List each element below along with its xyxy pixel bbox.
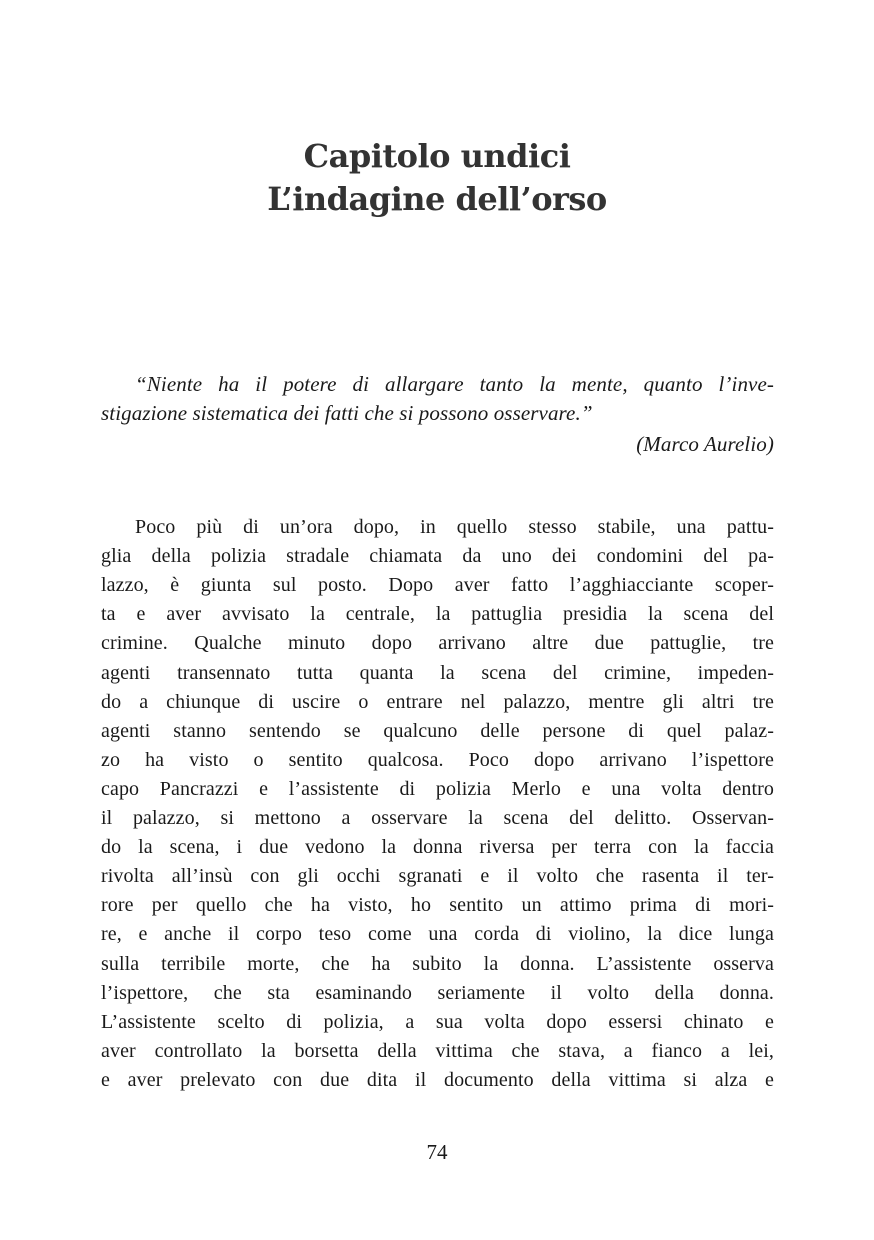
body-line: re, e anche il corpo teso come una corda di violino, la dice lunga bbox=[101, 923, 774, 946]
body-line: agenti stanno sentendo se qualcuno delle persone di quel palaz- bbox=[101, 719, 774, 742]
body-line: Poco più di un’ora dopo, in quello stesso stabile, una pattu- bbox=[135, 516, 774, 538]
body-line: rore per quello che ha visto, ho sentito un attimo prima di mori- bbox=[101, 894, 774, 917]
body-line: L’assistente scelto di polizia, a sua volta dopo essersi chinato e bbox=[101, 1010, 774, 1033]
body-line: rivolta all’insù con gli occhi sgranati e il volto che rasenta il ter- bbox=[101, 865, 774, 888]
epigraph-attribution: (Marco Aurelio) bbox=[636, 432, 774, 456]
body-line: glia della polizia stradale chiamata da uno dei condomini del pa- bbox=[101, 545, 774, 568]
body-line: aver controllato la borsetta della vittima che stava, a fianco a lei, bbox=[101, 1039, 774, 1062]
body-line: l’ispettore, che sta esaminando seriamente il volto della donna. bbox=[101, 981, 774, 1004]
body-line: il palazzo, si mettono a osservare la scena del delitto. Osservan- bbox=[101, 807, 774, 829]
body-line: do la scena, i due vedono la donna riversa per terra con la faccia bbox=[101, 836, 774, 859]
body-line: lazzo, è giunta sul posto. Dopo aver fatto l’agghiacciante scoper- bbox=[101, 574, 774, 597]
body-line: do a chiunque di uscire o entrare nel palazzo, mentre gli altri tre bbox=[101, 690, 774, 713]
body-line: agenti transennato tutta quanta la scena del crimine, impeden- bbox=[101, 661, 774, 684]
epigraph-line: stigazione sistematica dei fatti che si possono osservare.” bbox=[101, 401, 593, 425]
body-line: e aver prelevato con due dita il documento della vittima si alza e bbox=[101, 1068, 774, 1091]
body-line: zo ha visto o sentito qualcosa. Poco dopo arrivano l’ispettore bbox=[101, 748, 774, 771]
chapter-number-title: Capitolo undici bbox=[303, 137, 571, 175]
epigraph-line: “Niente ha il potere di allargare tanto la mente, quanto l’inve- bbox=[135, 372, 774, 396]
body-line: ta e aver avvisato la centrale, la pattuglia presidia la scena del bbox=[101, 603, 774, 626]
chapter-subtitle: L’indagine dell’orso bbox=[267, 180, 607, 218]
body-line: sulla terribile morte, che ha subito la donna. L’assistente osserva bbox=[101, 952, 774, 975]
body-line: capo Pancrazzi e l’assistente di polizia Merlo e una volta dentro bbox=[101, 777, 774, 800]
body-line: crimine. Qualche minuto dopo arrivano altre due pattuglie, tre bbox=[101, 632, 774, 655]
page-number: 74 bbox=[426, 1140, 448, 1164]
